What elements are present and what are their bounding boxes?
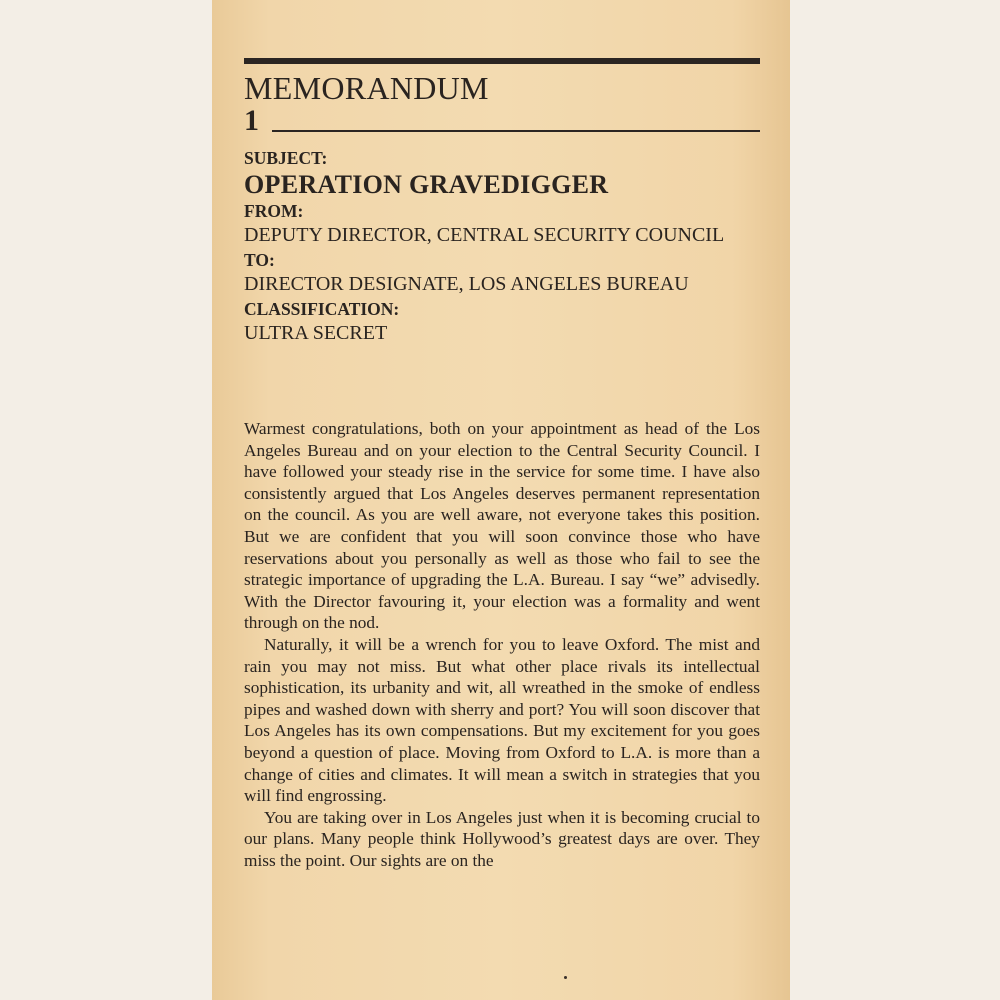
subject-value: OPERATION GRAVEDIGGER xyxy=(244,169,609,199)
paper-speck xyxy=(564,976,567,979)
classification-label: CLASSIFICATION: xyxy=(244,298,400,319)
memo-title: MEMORANDUM xyxy=(244,70,489,106)
subject-label: SUBJECT: xyxy=(244,148,328,168)
classification-value: ULTRA SECRET xyxy=(244,322,388,344)
from-value: DEPUTY DIRECTOR, CENTRAL SECURITY COUNCIL xyxy=(244,224,725,246)
to-value: DIRECTOR DESIGNATE, LOS ANGELES BUREAU xyxy=(244,273,689,295)
book-page xyxy=(212,0,790,1000)
to-label: TO: xyxy=(244,249,275,270)
memo-header xyxy=(244,146,724,346)
body-paragraph: Naturally, it will be a wrench for you to leave Oxford. The mist and rain you may not miss. But what other place rivals its intellectual sophistication, its urbanity and wit, all wreathed in the smoke of endless pipes and washed down with sherry and port? You will soon discover that Los Angeles has its own compensations. But my excitement for you goes beyond a question of place. Moving from Oxford to L.A. is more than a change of cities and climates. It will mean a switch in strategies that you will find engrossing. xyxy=(244,634,760,806)
body-paragraph: You are taking over in Los Angeles just when it is becoming crucial to our plans. Many people think Hollywood’s greatest days are over. They miss the point. Our sights are on the xyxy=(244,807,760,870)
from-label: FROM: xyxy=(244,200,304,221)
top-rule xyxy=(244,58,760,64)
memo-body xyxy=(244,418,760,871)
number-rule xyxy=(272,130,760,132)
memo-number: 1 xyxy=(244,104,259,137)
body-paragraph: Warmest congratulations, both on your appointment as head of the Los Angeles Bureau and on your election to the Central Security Council. I have followed your steady rise in the service for some time. I have also consistently argued that Los Angeles deserves permanent representation on the council. As you are well aware, not everyone takes this position. But we are confident that you will soon convince those who have reservations about you personally as well as those who fail to see the strategic importance of upgrading the L.A. Bureau. I say “we” advisedly. With the Director favouring it, your election was a formality and went through on the nod. xyxy=(244,419,760,633)
